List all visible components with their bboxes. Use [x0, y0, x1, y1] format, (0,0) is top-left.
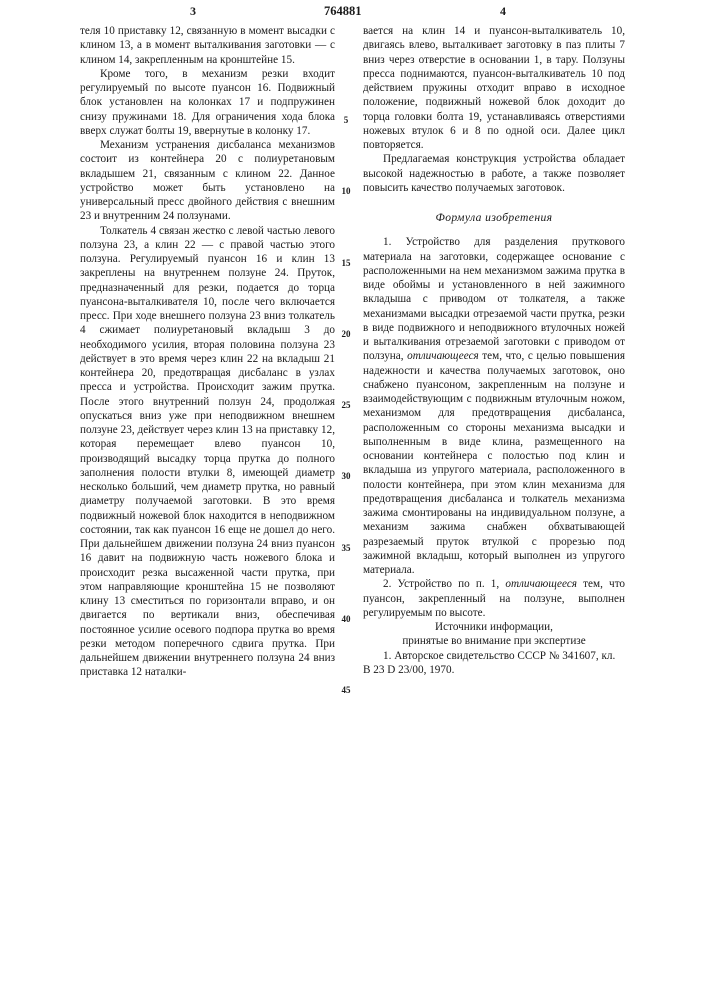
paragraph: вается на клин 14 и пуансон-выталкиватель 10, двигаясь влево, выталкивает заготовку в паз плиты 7 вниз через отверстие в основании 1, в тару. Ползуны пресса поднимаются, пуансон-выталкиватель 10 под действием пружины отходит вправо в исходное положение, подвижный ножевой блок доходит до торца головки болта 19, устанавливаясь отверстиями ножевых втулок 6 и 8 по одной оси. Далее цикл повторяется. [363, 24, 625, 152]
right-column [363, 24, 625, 677]
page-number-right: 4 [500, 4, 506, 19]
line-number: 20 [336, 329, 356, 339]
sources-title: Источники информации, [363, 620, 625, 634]
source-item: 1. Авторское свидетельство СССР № 341607, кл. В 23 D 23/00, 1970. [363, 649, 625, 678]
sources-subtitle: принятые во внимание при экспертизе [363, 634, 625, 648]
claim-text: 2. Устройство по п. 1, [383, 578, 499, 590]
claim-keyword: отличающееся [505, 578, 577, 590]
left-column [80, 24, 335, 680]
paragraph: Кроме того, в механизм резки входит регулируемый по высоте пуансон 16. Подвижный блок установлен на колонках 17 и подпружинен снизу пружинами 18. Для ограничения хода блока вверх служат болты 19, ввернутые в колонку 17. [80, 67, 335, 138]
section-heading: Формула изобретения [363, 211, 625, 225]
line-number: 30 [336, 471, 356, 481]
page-number-left: 3 [190, 4, 196, 19]
line-number: 10 [336, 186, 356, 196]
claim-text: 1. Устройство для разделения пруткового материала на заготовки, содержащее основание с расположенными на нем механизмом зажима прутка в виде обоймы и установленного в ней зажимного вкладыша с приводом от толкателя, а также механизмами высадки отрезаемой части прутка, резки в виде подвижного и неподвижного втулочных ножей и выталкивания отрезаемой заготовки с приводом от ползуна, [363, 236, 625, 362]
line-number: 45 [336, 685, 356, 695]
document-number: 764881 [324, 4, 362, 19]
line-number: 40 [336, 614, 356, 624]
line-number: 15 [336, 258, 356, 268]
paragraph: теля 10 приставку 12, связанную в момент высадки с клином 13, а в момент выталкивания заготовки — с клином 14, закрепленным на кронштейне 15. [80, 24, 335, 67]
line-number: 5 [336, 115, 356, 125]
paragraph: Механизм устранения дисбаланса механизмов состоит из контейнера 20 с полиуретановым вкладышем 21, связанным с клином 22. Данное устройство может быть установлено на универсальный пресс двойного действия с внешним 23 и внутренним 24 ползунами. [80, 138, 335, 224]
line-number: 35 [336, 543, 356, 553]
paragraph: Предлагаемая конструкция устройства обладает высокой надежностью в работе, а также позволяет повысить качество получаемых заготовок. [363, 152, 625, 195]
claim-keyword: отличающееся [407, 350, 479, 362]
claim-text: тем, что, с целью повышения надежности и качества получаемых заготовок, оно снабжено пуансоном, закрепленным на ползуне и взаимодействующим с подвижным втулочным ножом, механизмом для предотвращения дисбаланса, расположенным со стороны механизма высадки и выполненным в виде клина, размещенного на основании контейнера с полостью под клин и вкладыша из упругого материала, расположенного в полости контейнера, при этом клин механизма для предотвращения дисбаланса и толкатель механизма зажима смонтированы на индивидуальном ползуне, а механизм зажима снабжен обхватывающей разрезаемый пруток втулкой с прорезью под зажимной вкладыш, который выполнен из упругого материала. [363, 350, 625, 576]
claim-1 [363, 235, 625, 577]
line-number: 25 [336, 400, 356, 410]
paragraph: Толкатель 4 связан жестко с левой частью левого ползуна 23, а клин 22 — с правой частью этого ползуна. Регулируемый пуансон 16 и клин 13 закреплены на внутреннем ползуне 24. Пруток, предназначенный для резки, подается до торца пуансона-выталкивателя 10, после чего включается пресс. При ходе внешнего ползуна 23 вниз толкатель 4 сжимает полиуретановый вкладыш 3 до необходимого усилия, вторая половина ползуна 23 действует в это время через клин 22 на вкладыш 21 контейнера 20, предотвращая дисбаланс в узлах пресса и устройства. Происходит зажим прутка. После этого внутренний ползун 24, продолжая опускаться вниз уже при неподвижном внешнем ползуне 23, действует через клин 13 на приставку 12, которая перемещает влево пуансон 10, производящий высадку торца прутка до полного заполнения полости втулки 8, имеющей диаметр несколько больший, чем диаметр прутка, но равный диаметру получаемой заготовки. В это время подвижный ножевой блок находится в неподвижном состоянии, так как пуансон 16 еще не дошел до него. При дальнейшем движении ползуна 24 вниз пуансон 16 давит на подвижную часть ножевого блока и происходит резка высаженной части прутка, при этом направляющие кронштейна 15 не позволяют клину 13 сместиться по горизонтали вправо, и он двигается по вертикали вниз, обеспечивая постоянное усилие осевого подпора прутка во время резки методом поперечного сдвига прутка. При дальнейшем движении внутреннего ползуна 24 вниз приставка 12 наталки- [80, 224, 335, 680]
claim-text: тем, что пуансон, закрепленный на ползуне, выполнен регулируемым по высоте. [363, 578, 625, 619]
claim-2 [363, 577, 625, 620]
